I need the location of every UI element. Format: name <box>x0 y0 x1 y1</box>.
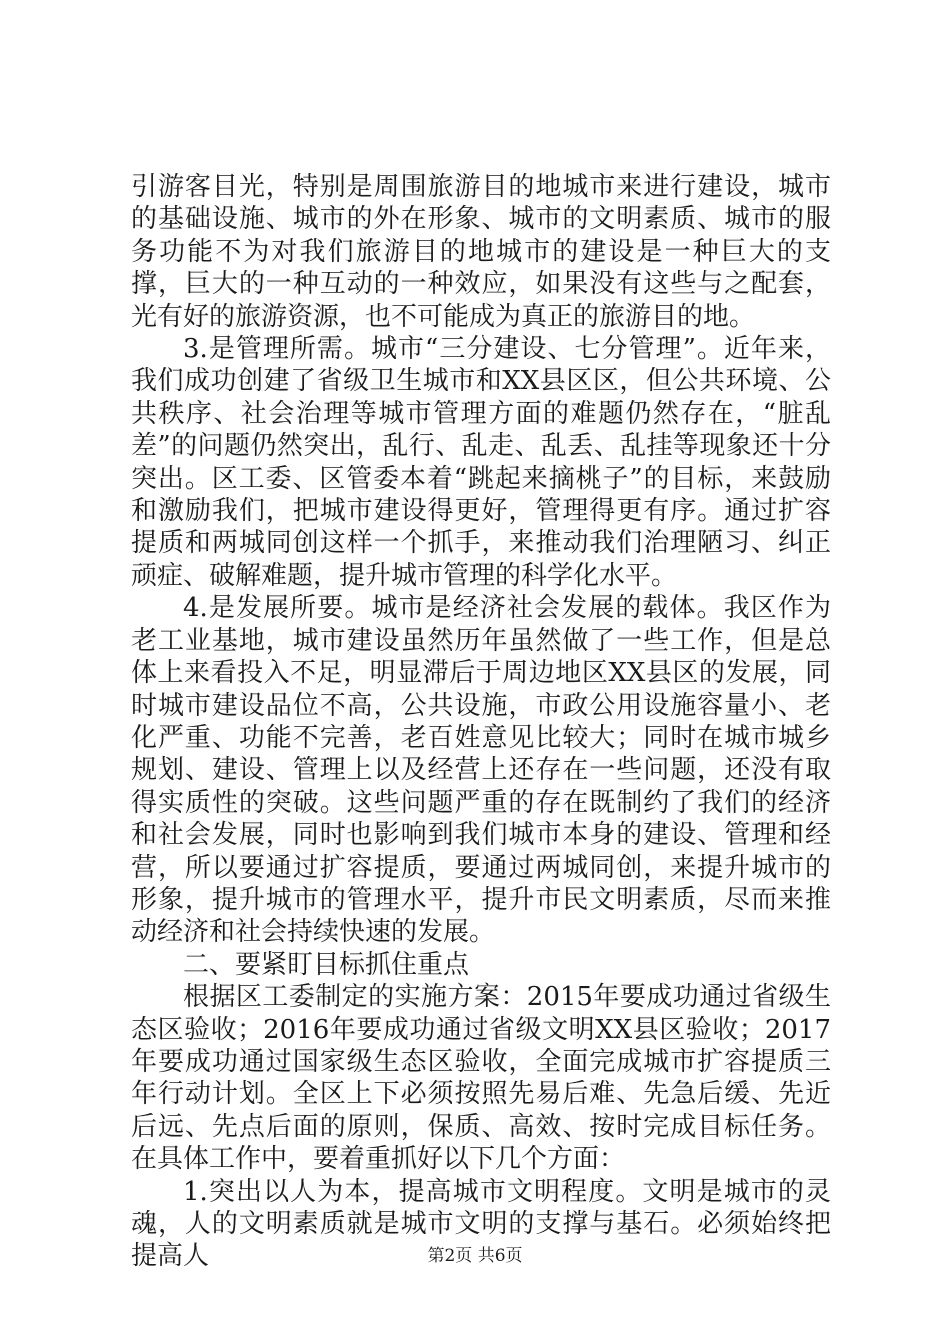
document-body <box>131 171 831 1273</box>
paragraph-3: 4.是发展所要。城市是经济社会发展的载体。我区作为老工业基地，城市建设虽然历年虽然做了一些工作，但是总体上来看投入不足，明显滞后于周边地区XX县区的发展，同时城市建设品位不高，公共设施，市政公用设施容量小、老化严重、功能不完善，老百姓意见比较大；同时在城市城乡规划、建设、管理上以及经营上还存在一些问题，还没有取得实质性的突破。这些问题严重的存在既制约了我们的经济和社会发展，同时也影响到我们城市本身的建设、管理和经营，所以要通过扩容提质，要通过两城同创，来提升城市的形象，提升城市的管理水平，提升市民文明素质，尽而来推动经济和社会持续快速的发展。 <box>131 593 831 948</box>
paragraph-5: 1.突出以人为本，提高城市文明程度。文明是城市的灵魂，人的文明素质就是城市文明的支撑与基石。必须始终把提高人 <box>131 1176 831 1272</box>
paragraph-2: 3.是管理所需。城市“三分建设、七分管理”。近年来，我们成功创建了省级卫生城市和XX县区区，但公共环境、公共秩序、社会治理等城市管理方面的难题仍然存在，“脏乱差”的问题仍然突出，乱行、乱走、乱丢、乱挂等现象还十分突出。区工委、区管委本着“跳起来摘桃子”的目标，来鼓励和激励我们，把城市建设得更好，管理得更有序。通过扩容提质和两城同创这样一个抓手，来推动我们治理陋习、纠正顽症、破解难题，提升城市管理的科学化水平。 <box>131 334 831 591</box>
page-footer: 第2页 共6页 <box>427 1246 523 1266</box>
paragraph-1: 引游客目光，特别是周围旅游目的地城市来进行建设，城市的基础设施、城市的外在形象、城市的文明素质、城市的服务功能不为对我们旅游目的地城市的建设是一种巨大的支撑，巨大的一种互动的一种效应，如果没有这些与之配套，光有好的旅游资源，也不可能成为真正的旅游目的地。 <box>131 172 831 332</box>
paragraph-4: 根据区工委制定的实施方案：2015年要成功通过省级生态区验收；2016年要成功通过省级文明XX县区验收；2017年要成功通过国家级生态区验收，全面完成城市扩容提质三年行动计划。全区上下必须按照先易后难、先急后缓、先近后远、先点后面的原则，保质、高效、按时完成目标任务。在具体工作中，要着重抓好以下几个方面： <box>131 982 831 1175</box>
section-heading: 二、要紧盯目标抓住重点 <box>183 949 470 980</box>
